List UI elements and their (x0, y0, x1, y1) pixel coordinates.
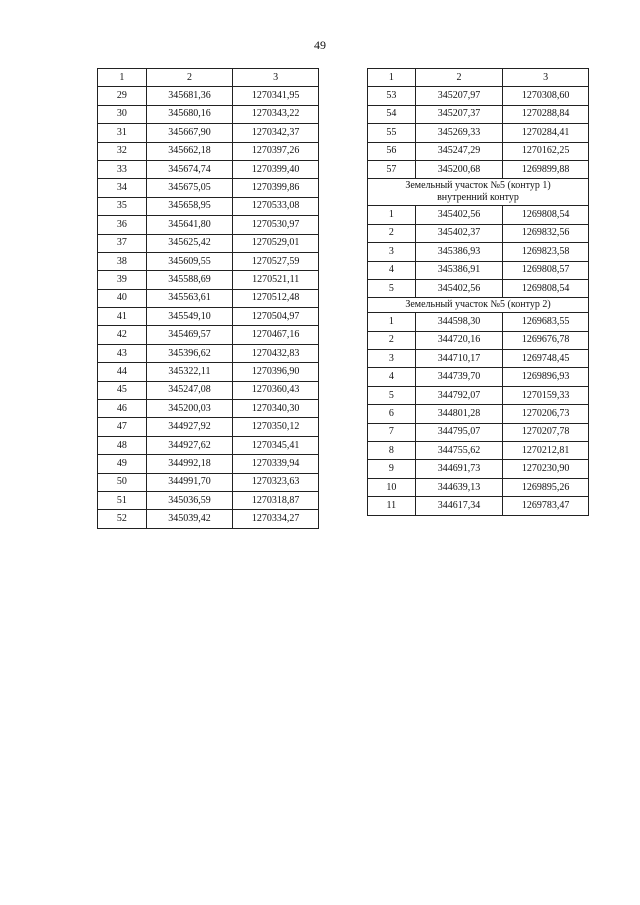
point-number-cell: 1 (368, 69, 416, 87)
point-number-cell: 48 (98, 436, 147, 454)
y-coordinate-cell: 1270340,30 (233, 400, 319, 418)
point-number-cell: 55 (368, 124, 416, 142)
point-number-cell: 50 (98, 473, 147, 491)
y-coordinate-cell: 1270399,40 (233, 160, 319, 178)
x-coordinate-cell: 345039,42 (146, 510, 233, 528)
y-coordinate-cell: 1269895,26 (503, 478, 589, 496)
y-coordinate-cell: 1269896,93 (503, 368, 589, 386)
table-row (98, 124, 319, 142)
point-number-cell: 42 (98, 326, 147, 344)
y-coordinate-cell: 1270318,87 (233, 491, 319, 509)
x-coordinate-cell: 345402,56 (415, 279, 503, 297)
point-number-cell: 11 (368, 497, 416, 515)
x-coordinate-cell: 345625,42 (146, 234, 233, 252)
y-coordinate-cell: 1269783,47 (503, 497, 589, 515)
x-coordinate-cell: 345269,33 (415, 124, 503, 142)
point-number-cell: 32 (98, 142, 147, 160)
x-coordinate-cell: 345469,57 (146, 326, 233, 344)
table-row (368, 124, 589, 142)
table-row (368, 386, 589, 404)
point-number-cell: 2 (368, 331, 416, 349)
x-coordinate-cell: 345402,37 (415, 224, 503, 242)
y-coordinate-cell: 1270467,16 (233, 326, 319, 344)
point-number-cell: 5 (368, 386, 416, 404)
x-coordinate-cell: 345402,56 (415, 206, 503, 224)
section-row (368, 179, 589, 206)
x-coordinate-cell: 345609,55 (146, 252, 233, 270)
point-number-cell: 49 (98, 455, 147, 473)
x-coordinate-cell: 344739,70 (415, 368, 503, 386)
y-coordinate-cell: 1270432,83 (233, 344, 319, 362)
x-coordinate-cell: 345641,80 (146, 216, 233, 234)
table-row (98, 400, 319, 418)
x-coordinate-cell: 345667,90 (146, 124, 233, 142)
y-coordinate-cell: 1270350,12 (233, 418, 319, 436)
table-row (98, 344, 319, 362)
table-row (98, 510, 319, 528)
table-row (368, 243, 589, 261)
table-row (368, 405, 589, 423)
x-coordinate-cell: 2 (415, 69, 503, 87)
y-coordinate-cell: 1269808,57 (503, 261, 589, 279)
coordinates-table-right (367, 68, 589, 516)
x-coordinate-cell: 344992,18 (146, 455, 233, 473)
y-coordinate-cell: 1270230,90 (503, 460, 589, 478)
x-coordinate-cell: 345386,93 (415, 243, 503, 261)
x-coordinate-cell: 345675,05 (146, 179, 233, 197)
x-coordinate-cell: 345588,69 (146, 271, 233, 289)
point-number-cell: 1 (368, 206, 416, 224)
x-coordinate-cell: 345662,18 (146, 142, 233, 160)
y-coordinate-cell: 1270360,43 (233, 381, 319, 399)
y-coordinate-cell: 1270159,33 (503, 386, 589, 404)
y-coordinate-cell: 1269748,45 (503, 350, 589, 368)
section-row (368, 298, 589, 313)
point-number-cell: 4 (368, 261, 416, 279)
table-row (98, 179, 319, 197)
table-row (98, 160, 319, 178)
table-row (368, 87, 589, 105)
x-coordinate-cell: 345680,16 (146, 105, 233, 123)
point-number-cell: 43 (98, 344, 147, 362)
table-row (98, 381, 319, 399)
table-row (98, 418, 319, 436)
point-number-cell: 4 (368, 368, 416, 386)
point-number-cell: 30 (98, 105, 147, 123)
x-coordinate-cell: 344795,07 (415, 423, 503, 441)
x-coordinate-cell: 344639,13 (415, 478, 503, 496)
section-title-line: внутренний контур (437, 192, 519, 204)
table-row (368, 160, 589, 178)
point-number-cell: 46 (98, 400, 147, 418)
y-coordinate-cell: 1270527,59 (233, 252, 319, 270)
table-row (98, 289, 319, 307)
y-coordinate-cell: 1270345,41 (233, 436, 319, 454)
header-row (98, 69, 319, 87)
table-row (98, 491, 319, 509)
y-coordinate-cell: 1270529,01 (233, 234, 319, 252)
point-number-cell: 37 (98, 234, 147, 252)
table-row (368, 368, 589, 386)
point-number-cell: 29 (98, 87, 147, 105)
x-coordinate-cell: 345200,03 (146, 400, 233, 418)
y-coordinate-cell: 1270530,97 (233, 216, 319, 234)
x-coordinate-cell: 345200,68 (415, 160, 503, 178)
x-coordinate-cell: 345247,08 (146, 381, 233, 399)
y-coordinate-cell: 1270396,90 (233, 363, 319, 381)
y-coordinate-cell: 1270341,95 (233, 87, 319, 105)
point-number-cell: 56 (368, 142, 416, 160)
y-coordinate-cell: 3 (233, 69, 319, 87)
x-coordinate-cell: 344991,70 (146, 473, 233, 491)
point-number-cell: 1 (368, 313, 416, 331)
page-number: 49 (314, 38, 326, 52)
table-row (368, 105, 589, 123)
point-number-cell: 57 (368, 160, 416, 178)
x-coordinate-cell: 344801,28 (415, 405, 503, 423)
point-number-cell: 39 (98, 271, 147, 289)
point-number-cell: 7 (368, 423, 416, 441)
table-row (98, 436, 319, 454)
table-row (98, 216, 319, 234)
table-row (368, 497, 589, 515)
x-coordinate-cell: 345658,95 (146, 197, 233, 215)
point-number-cell: 44 (98, 363, 147, 381)
x-coordinate-cell: 344617,34 (415, 497, 503, 515)
table-row (368, 478, 589, 496)
x-coordinate-cell: 344755,62 (415, 442, 503, 460)
y-coordinate-cell: 1270284,41 (503, 124, 589, 142)
y-coordinate-cell: 1270504,97 (233, 308, 319, 326)
section-title-line: Земельный участок №5 (контур 2) (405, 299, 551, 311)
y-coordinate-cell: 1270334,27 (233, 510, 319, 528)
y-coordinate-cell: 3 (503, 69, 589, 87)
x-coordinate-cell: 345036,59 (146, 491, 233, 509)
point-number-cell: 53 (368, 87, 416, 105)
table-row (368, 423, 589, 441)
coordinates-table-left (97, 68, 319, 529)
point-number-cell: 6 (368, 405, 416, 423)
table-row (98, 308, 319, 326)
y-coordinate-cell: 1270162,25 (503, 142, 589, 160)
table-row (98, 271, 319, 289)
point-number-cell: 52 (98, 510, 147, 528)
table-row (98, 142, 319, 160)
x-coordinate-cell: 344720,16 (415, 331, 503, 349)
x-coordinate-cell: 344710,17 (415, 350, 503, 368)
table-row (98, 105, 319, 123)
point-number-cell: 8 (368, 442, 416, 460)
table-row (368, 442, 589, 460)
point-number-cell: 35 (98, 197, 147, 215)
point-number-cell: 9 (368, 460, 416, 478)
table-row (368, 206, 589, 224)
point-number-cell: 40 (98, 289, 147, 307)
point-number-cell: 10 (368, 478, 416, 496)
point-number-cell: 51 (98, 491, 147, 509)
point-number-cell: 1 (98, 69, 147, 87)
x-coordinate-cell: 344927,62 (146, 436, 233, 454)
x-coordinate-cell: 2 (146, 69, 233, 87)
table-row (368, 279, 589, 297)
table-row (368, 460, 589, 478)
y-coordinate-cell: 1270288,84 (503, 105, 589, 123)
table-row (98, 363, 319, 381)
y-coordinate-cell: 1270207,78 (503, 423, 589, 441)
point-number-cell: 2 (368, 224, 416, 242)
table-row (368, 331, 589, 349)
y-coordinate-cell: 1270533,08 (233, 197, 319, 215)
x-coordinate-cell: 345549,10 (146, 308, 233, 326)
y-coordinate-cell: 1270339,94 (233, 455, 319, 473)
y-coordinate-cell: 1270343,22 (233, 105, 319, 123)
x-coordinate-cell: 345674,74 (146, 160, 233, 178)
x-coordinate-cell: 344691,73 (415, 460, 503, 478)
point-number-cell: 41 (98, 308, 147, 326)
section-title (368, 179, 589, 206)
point-number-cell: 34 (98, 179, 147, 197)
x-coordinate-cell: 345322,11 (146, 363, 233, 381)
table-row (368, 261, 589, 279)
x-coordinate-cell: 344792,07 (415, 386, 503, 404)
x-coordinate-cell: 344598,30 (415, 313, 503, 331)
table-row (368, 142, 589, 160)
x-coordinate-cell: 345396,62 (146, 344, 233, 362)
y-coordinate-cell: 1269899,88 (503, 160, 589, 178)
point-number-cell: 5 (368, 279, 416, 297)
section-title-line: Земельный участок №5 (контур 1) (405, 180, 551, 192)
table-row (368, 313, 589, 331)
table-row (98, 455, 319, 473)
section-title (368, 298, 589, 313)
x-coordinate-cell: 344927,92 (146, 418, 233, 436)
table-row (98, 234, 319, 252)
point-number-cell: 3 (368, 350, 416, 368)
y-coordinate-cell: 1270521,11 (233, 271, 319, 289)
table-row (98, 197, 319, 215)
table-row (368, 350, 589, 368)
point-number-cell: 3 (368, 243, 416, 261)
y-coordinate-cell: 1270323,63 (233, 473, 319, 491)
y-coordinate-cell: 1270342,37 (233, 124, 319, 142)
y-coordinate-cell: 1270397,26 (233, 142, 319, 160)
y-coordinate-cell: 1269808,54 (503, 206, 589, 224)
y-coordinate-cell: 1270308,60 (503, 87, 589, 105)
table-row (98, 252, 319, 270)
x-coordinate-cell: 345563,61 (146, 289, 233, 307)
y-coordinate-cell: 1270206,73 (503, 405, 589, 423)
x-coordinate-cell: 345207,37 (415, 105, 503, 123)
point-number-cell: 38 (98, 252, 147, 270)
y-coordinate-cell: 1269832,56 (503, 224, 589, 242)
y-coordinate-cell: 1270399,86 (233, 179, 319, 197)
x-coordinate-cell: 345681,36 (146, 87, 233, 105)
point-number-cell: 45 (98, 381, 147, 399)
y-coordinate-cell: 1269823,58 (503, 243, 589, 261)
table-row (98, 87, 319, 105)
y-coordinate-cell: 1269683,55 (503, 313, 589, 331)
x-coordinate-cell: 345207,97 (415, 87, 503, 105)
y-coordinate-cell: 1269808,54 (503, 279, 589, 297)
point-number-cell: 47 (98, 418, 147, 436)
y-coordinate-cell: 1269676,78 (503, 331, 589, 349)
table-row (368, 224, 589, 242)
x-coordinate-cell: 345247,29 (415, 142, 503, 160)
table-row (98, 326, 319, 344)
point-number-cell: 31 (98, 124, 147, 142)
point-number-cell: 33 (98, 160, 147, 178)
y-coordinate-cell: 1270512,48 (233, 289, 319, 307)
point-number-cell: 54 (368, 105, 416, 123)
header-row (368, 69, 589, 87)
table-row (98, 473, 319, 491)
point-number-cell: 36 (98, 216, 147, 234)
x-coordinate-cell: 345386,91 (415, 261, 503, 279)
y-coordinate-cell: 1270212,81 (503, 442, 589, 460)
